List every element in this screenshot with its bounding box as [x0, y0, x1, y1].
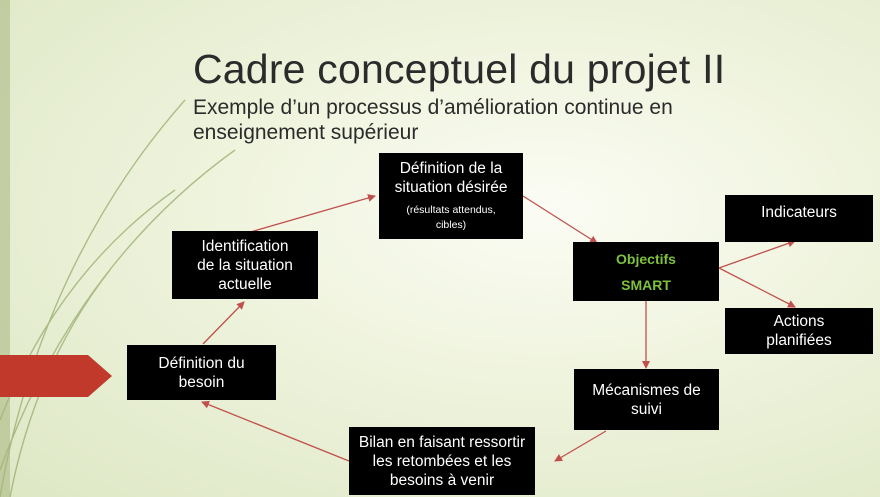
node-smart-line-2: SMART: [621, 276, 671, 293]
slide-title: Cadre conceptuel du projet II: [193, 46, 726, 92]
node-indicators: [725, 195, 873, 242]
node-need-line-2: besoin: [178, 373, 225, 391]
node-desired-line-2: situation désirée: [394, 179, 508, 196]
arrow-desired-to-smart: [523, 196, 597, 243]
node-current-line-1: Identification: [201, 237, 289, 255]
node-review-line-2: les retombées et les: [372, 452, 512, 470]
node-desired-situation: [379, 153, 523, 239]
node-actions-line-1: Actions: [773, 313, 825, 330]
node-smart-line-1: Objectifs: [616, 250, 676, 267]
node-monitoring-line-2: suivi: [630, 400, 662, 418]
arrow-smart-to-indicators: [719, 241, 795, 268]
node-desired-note-1: (résultats attendus,: [406, 204, 496, 216]
node-desired-note-2: cibles): [435, 219, 467, 231]
node-current-line-3: actuelle: [218, 275, 272, 293]
node-current-line-2: de la situation: [197, 256, 293, 274]
arrow-current-to-desired: [247, 196, 375, 233]
node-monitoring-line-1: Mécanismes de: [592, 381, 701, 399]
arrow-review-to-need: [202, 402, 349, 461]
node-current-situation: [172, 231, 318, 299]
node-review-line-1: Bilan en faisant ressortir: [358, 433, 526, 451]
node-need-definition: [127, 345, 276, 400]
node-smart-objectives: [573, 242, 719, 301]
arrow-smart-to-actions: [719, 268, 795, 307]
node-review-line-3: besoins à venir: [389, 471, 495, 489]
node-review: [349, 427, 535, 495]
arrow-monitoring-to-review: [555, 431, 606, 461]
node-actions-line-2: planifiées: [766, 332, 832, 349]
node-planned-actions: [725, 308, 873, 354]
arrow-need-to-current: [203, 302, 244, 344]
node-need-line-1: Définition du: [158, 354, 245, 372]
subtitle-line-1: Exemple d’un processus d’amélioration continue en: [193, 96, 673, 119]
subtitle-line-2: enseignement supérieur: [193, 121, 419, 144]
node-indicators-line-1: Indicateurs: [761, 204, 837, 221]
node-desired-line-1: Définition de la: [399, 160, 503, 177]
node-monitoring-mechanisms: [574, 369, 719, 430]
